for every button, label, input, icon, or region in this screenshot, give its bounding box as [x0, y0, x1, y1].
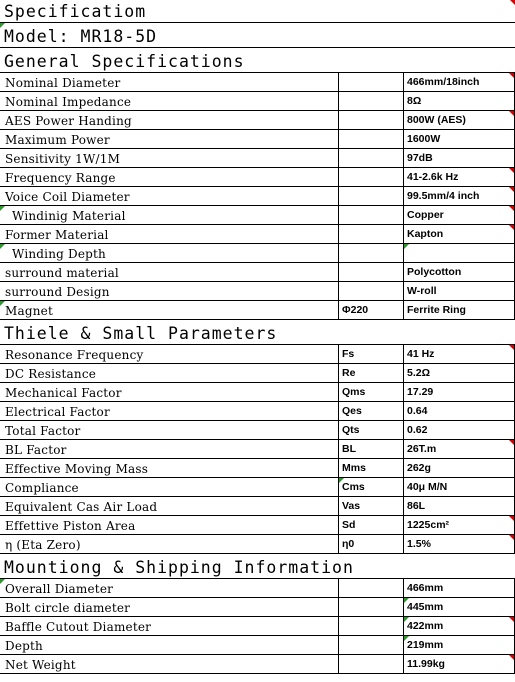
table-row — [0, 73, 515, 92]
table-row — [0, 440, 515, 459]
row-symbol: Mms — [342, 462, 366, 474]
symbol-cell[interactable] — [339, 617, 404, 635]
value-cell[interactable] — [404, 206, 515, 224]
table-row — [0, 617, 515, 636]
symbol-cell[interactable] — [339, 440, 404, 458]
symbol-cell[interactable] — [339, 516, 404, 534]
comment-marker — [509, 225, 514, 230]
row-label: surround material — [5, 266, 119, 280]
symbol-cell[interactable] — [339, 535, 404, 553]
row-label: surround Design — [5, 285, 110, 299]
row-value: 219mm — [407, 639, 444, 651]
row-value: 422mm — [407, 620, 444, 632]
row-label: Nominal Impedance — [5, 95, 132, 109]
symbol-cell[interactable] — [339, 187, 404, 205]
table-row — [0, 636, 515, 655]
symbol-cell[interactable] — [339, 92, 404, 110]
table-row — [0, 225, 515, 244]
table-row — [0, 92, 515, 111]
value-cell[interactable] — [404, 655, 515, 673]
value-cell[interactable] — [404, 263, 515, 281]
label-cell[interactable] — [0, 73, 339, 91]
symbol-cell[interactable] — [339, 383, 404, 401]
label-cell[interactable] — [0, 263, 339, 281]
table-row — [0, 345, 515, 364]
label-cell[interactable] — [0, 282, 339, 300]
value-cell[interactable] — [404, 73, 515, 91]
label-cell[interactable] — [0, 187, 339, 205]
row-value: 0.64 — [407, 405, 428, 417]
value-cell[interactable] — [404, 111, 515, 129]
label-cell[interactable] — [0, 636, 339, 654]
symbol-cell[interactable] — [339, 111, 404, 129]
thiele-heading-row — [0, 320, 515, 345]
note-marker — [404, 617, 409, 622]
comment-marker — [509, 187, 514, 192]
note-marker — [0, 244, 5, 249]
row-value: 466mm/18inch — [407, 76, 480, 88]
row-value: Ferrite Ring — [407, 304, 466, 316]
symbol-cell[interactable] — [339, 73, 404, 91]
row-value: 11.99kg — [407, 658, 445, 670]
value-cell[interactable] — [404, 421, 515, 439]
value-cell[interactable] — [404, 282, 515, 300]
symbol-cell[interactable] — [339, 598, 404, 616]
label-cell[interactable] — [0, 598, 339, 616]
table-row — [0, 478, 515, 497]
row-value: Kapton — [407, 228, 444, 240]
row-symbol: Fs — [342, 348, 355, 360]
thiele-table — [0, 345, 515, 554]
label-cell[interactable] — [0, 92, 339, 110]
row-label: BL Factor — [5, 443, 67, 457]
symbol-cell[interactable] — [339, 168, 404, 186]
label-cell[interactable] — [0, 206, 339, 224]
row-value: 8Ω — [407, 95, 422, 107]
row-value: 99.5mm/4 inch — [407, 190, 480, 202]
symbol-cell[interactable] — [339, 149, 404, 167]
label-cell[interactable] — [0, 225, 339, 243]
symbol-cell[interactable] — [339, 402, 404, 420]
row-symbol: Vas — [342, 500, 361, 512]
label-cell[interactable] — [0, 617, 339, 635]
table-row — [0, 383, 515, 402]
value-cell[interactable] — [404, 364, 515, 382]
row-value: 1600W — [407, 133, 441, 145]
symbol-cell[interactable] — [339, 263, 404, 281]
table-row — [0, 598, 515, 617]
value-cell[interactable] — [404, 383, 515, 401]
title-row — [0, 0, 515, 23]
label-cell[interactable] — [0, 301, 339, 319]
row-value: 466mm — [407, 582, 444, 594]
table-row — [0, 421, 515, 440]
comment-marker — [509, 206, 514, 211]
model-row — [0, 23, 515, 48]
symbol-cell[interactable] — [339, 206, 404, 224]
table-row — [0, 402, 515, 421]
value-cell[interactable] — [404, 478, 515, 496]
label-cell[interactable] — [0, 478, 339, 496]
row-value: 5.2Ω — [407, 367, 431, 379]
comment-marker — [509, 345, 514, 350]
value-cell[interactable] — [404, 535, 515, 553]
value-cell[interactable] — [404, 617, 515, 635]
row-label: Depth — [5, 639, 43, 653]
value-cell[interactable] — [404, 345, 515, 363]
row-label: Equivalent Cas Air Load — [5, 500, 158, 514]
label-cell[interactable] — [0, 440, 339, 458]
row-value: W-roll — [407, 285, 437, 297]
general-heading: General Specifications — [4, 52, 245, 71]
note-marker — [0, 206, 5, 211]
row-symbol: Re — [342, 367, 356, 379]
value-cell[interactable] — [404, 459, 515, 477]
row-label: Winding Depth — [12, 247, 106, 261]
table-row — [0, 579, 515, 598]
row-label: Maximum Power — [5, 133, 110, 147]
mounting-table — [0, 579, 515, 674]
note-marker — [404, 636, 409, 641]
general-heading-row — [0, 48, 515, 73]
row-label: Bolt circle diameter — [5, 601, 131, 615]
row-label: Voice Coil Diameter — [5, 190, 130, 204]
label-cell[interactable] — [0, 459, 339, 477]
row-label: Resonance Frequency — [5, 348, 144, 362]
table-row — [0, 364, 515, 383]
label-cell[interactable] — [0, 149, 339, 167]
row-value: Copper — [407, 209, 444, 221]
symbol-cell[interactable] — [339, 478, 404, 496]
row-value: 86L — [407, 500, 426, 512]
label-cell[interactable] — [0, 130, 339, 148]
row-value: 26T.m — [407, 443, 437, 455]
table-row — [0, 244, 515, 263]
row-label: Magnet — [5, 304, 53, 318]
comment-marker — [509, 655, 514, 660]
row-value: 97dB — [407, 152, 433, 164]
value-cell[interactable] — [404, 440, 515, 458]
comment-marker — [509, 111, 514, 116]
row-value: 41-2.6k Hz — [407, 171, 459, 183]
value-cell[interactable] — [404, 244, 515, 262]
label-cell[interactable] — [0, 535, 339, 553]
label-cell[interactable] — [0, 421, 339, 439]
table-row — [0, 111, 515, 130]
row-label: Nominal Diameter — [5, 76, 121, 90]
row-value: 0.62 — [407, 424, 428, 436]
value-cell[interactable] — [404, 130, 515, 148]
table-row — [0, 149, 515, 168]
symbol-cell[interactable] — [339, 225, 404, 243]
symbol-cell[interactable] — [339, 364, 404, 382]
label-cell[interactable] — [0, 345, 339, 363]
table-row — [0, 187, 515, 206]
label-cell[interactable] — [0, 168, 339, 186]
note-marker — [0, 579, 5, 584]
note-marker — [404, 598, 409, 603]
mounting-heading-row — [0, 554, 515, 579]
row-label: Total Factor — [5, 424, 81, 438]
thiele-heading: Thiele & Small Parameters — [4, 324, 278, 343]
row-symbol: Qms — [342, 386, 366, 398]
value-cell[interactable] — [404, 516, 515, 534]
value-cell[interactable] — [404, 187, 515, 205]
row-label: Former Material — [5, 228, 109, 242]
row-label: Sensitivity 1W/1M — [5, 152, 121, 166]
comment-marker — [509, 73, 514, 78]
value-cell[interactable] — [404, 168, 515, 186]
row-label: Windinig Material — [12, 209, 126, 223]
table-row — [0, 206, 515, 225]
table-row — [0, 301, 515, 320]
row-symbol: BL — [342, 443, 356, 455]
value-cell[interactable] — [404, 402, 515, 420]
row-symbol: η0 — [342, 538, 355, 550]
symbol-cell[interactable] — [339, 244, 404, 262]
symbol-cell[interactable] — [339, 655, 404, 673]
comment-marker — [509, 168, 514, 173]
symbol-cell[interactable] — [339, 282, 404, 300]
row-value: 17.29 — [407, 386, 434, 398]
row-symbol: Φ220 — [342, 304, 369, 316]
symbol-cell[interactable] — [339, 130, 404, 148]
label-cell[interactable] — [0, 111, 339, 129]
label-cell[interactable] — [0, 497, 339, 515]
row-value: Polycotton — [407, 266, 462, 278]
mounting-heading: Mountiong & Shipping Information — [4, 558, 354, 577]
label-cell[interactable] — [0, 383, 339, 401]
row-label: Overall Diameter — [5, 582, 114, 596]
row-symbol: Qts — [342, 424, 360, 436]
table-row — [0, 535, 515, 554]
comment-marker — [509, 440, 514, 445]
row-value: 262g — [407, 462, 431, 474]
table-row — [0, 459, 515, 478]
note-marker — [339, 478, 344, 483]
value-cell[interactable] — [404, 579, 515, 597]
table-row — [0, 168, 515, 187]
value-cell[interactable] — [404, 301, 515, 319]
row-label: Electrical Factor — [5, 405, 110, 419]
row-value: 41 Hz — [407, 348, 435, 360]
row-label: AES Power Handing — [5, 114, 132, 128]
value-cell[interactable] — [404, 225, 515, 243]
row-label: Compliance — [5, 481, 79, 495]
general-table — [0, 73, 515, 320]
comment-marker — [509, 535, 514, 540]
row-label: Effettive Piston Area — [5, 519, 136, 533]
row-label: η (Eta Zero) — [5, 538, 81, 552]
table-row — [0, 655, 515, 674]
value-cell[interactable] — [404, 92, 515, 110]
row-label: Mechanical Factor — [5, 386, 122, 400]
row-symbol: Sd — [342, 519, 356, 531]
row-symbol: Qes — [342, 405, 362, 417]
table-row — [0, 130, 515, 149]
row-value: 1225cm² — [407, 519, 450, 531]
row-label: Net Weight — [5, 658, 76, 672]
comment-marker — [509, 516, 514, 521]
sheet-title: Specificatiom — [4, 2, 147, 21]
label-cell[interactable] — [0, 516, 339, 534]
value-cell[interactable] — [404, 598, 515, 616]
symbol-cell[interactable] — [339, 301, 404, 319]
comment-marker — [509, 617, 514, 622]
row-label: DC Resistance — [5, 367, 97, 381]
note-marker — [404, 244, 409, 249]
row-value: 445mm — [407, 601, 444, 613]
value-cell[interactable] — [404, 149, 515, 167]
row-label: Baffle Cutout Diameter — [5, 620, 152, 634]
symbol-cell[interactable] — [339, 421, 404, 439]
symbol-cell[interactable] — [339, 459, 404, 477]
symbol-cell[interactable] — [339, 579, 404, 597]
note-marker — [0, 301, 5, 306]
label-cell[interactable] — [0, 402, 339, 420]
row-symbol: Cms — [342, 481, 365, 493]
label-cell[interactable] — [0, 244, 339, 262]
symbol-cell[interactable] — [339, 345, 404, 363]
label-cell[interactable] — [0, 579, 339, 597]
row-value: 1.5% — [407, 538, 431, 550]
table-row — [0, 263, 515, 282]
symbol-cell[interactable] — [339, 497, 404, 515]
label-cell[interactable] — [0, 364, 339, 382]
row-value: 800W (AES) — [407, 114, 466, 126]
model-title: Model: MR18-5D — [4, 27, 158, 46]
value-cell[interactable] — [404, 497, 515, 515]
comment-marker — [510, 0, 515, 5]
table-row — [0, 497, 515, 516]
label-cell[interactable] — [0, 655, 339, 673]
value-cell[interactable] — [404, 636, 515, 654]
row-label: Frequency Range — [5, 171, 116, 185]
row-value: 40μ M/N — [407, 481, 448, 493]
table-row — [0, 516, 515, 535]
row-label: Effective Moving Mass — [5, 462, 149, 476]
table-row — [0, 282, 515, 301]
symbol-cell[interactable] — [339, 636, 404, 654]
